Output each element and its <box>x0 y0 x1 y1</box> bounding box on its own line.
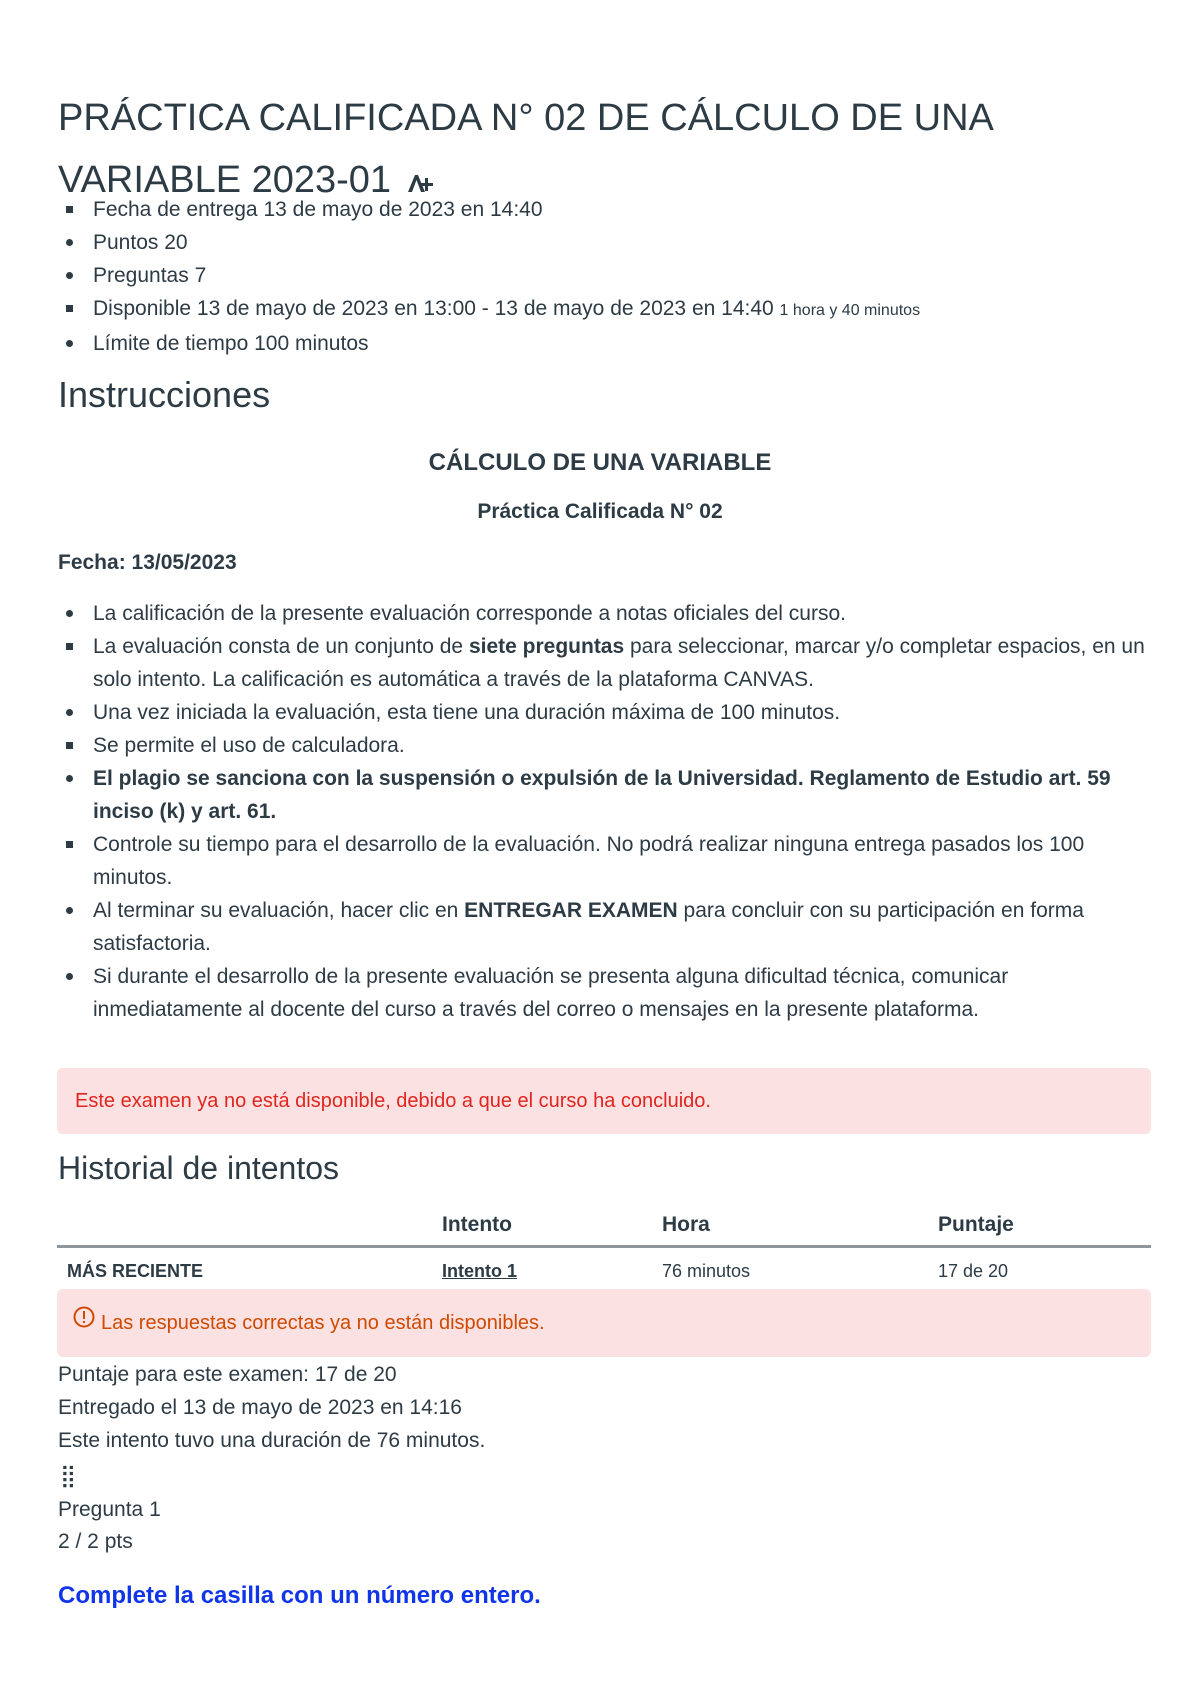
detail-questions: Preguntas 7 <box>60 259 1160 292</box>
instructions-heading: Instrucciones <box>58 374 271 415</box>
col-time: Hora <box>662 1205 938 1247</box>
col-score: Puntaje <box>938 1205 1151 1247</box>
drag-handle-icon[interactable]: ⣿ <box>60 1463 75 1488</box>
instruction-item: El plagio se sanciona con la suspensión o expulsión de la Universidad. Reglamento de Estudio art. 59 inciso (k) y art. 61. <box>60 762 1160 828</box>
answers-unavailable-alert <box>57 1289 1151 1357</box>
instruction-item: La calificación de la presente evaluación corresponde a notas oficiales del curso. <box>60 597 1160 630</box>
score-line: Puntaje para este examen: 17 de 20 <box>58 1363 397 1386</box>
table-row <box>57 1247 1151 1295</box>
course-title: CÁLCULO DE UNA VARIABLE <box>428 449 772 476</box>
instructions-list <box>60 597 1160 1026</box>
instruction-item: Controle su tiempo para el desarrollo de la evaluación. No podrá realizar ninguna entrega pasados los 100 minutos. <box>60 828 1160 894</box>
attempt-history-table <box>57 1205 1151 1294</box>
instruction-item: Se permite el uso de calculadora. <box>60 729 1160 762</box>
exam-date: Fecha: 13/05/2023 <box>58 551 237 574</box>
attempt-link[interactable]: Intento 1 <box>442 1260 517 1281</box>
question-label: Pregunta 1 <box>58 1498 161 1521</box>
submitted-line: Entregado el 13 de mayo de 2023 en 14:16 <box>58 1396 462 1419</box>
attempt-score: 17 de 20 <box>938 1260 1009 1281</box>
attempt-summary <box>58 1358 485 1457</box>
detail-available: Disponible 13 de mayo de 2023 en 13:00 - 13 de mayo de 2023 en 14:40 1 hora y 40 minutos <box>60 292 1160 327</box>
instruction-item: Una vez iniciada la evaluación, esta tiene una duración máxima de 100 minutos. <box>60 696 1160 729</box>
instruction-item: La evaluación consta de un conjunto de siete preguntas para seleccionar, marcar y/o completar espacios, en un solo intento. La calificación es automática a través de la plataforma CANVAS. <box>60 630 1160 696</box>
col-attempt: Intento <box>442 1205 662 1247</box>
attempt-time: 76 minutos <box>662 1260 751 1281</box>
detail-points: Puntos 20 <box>60 226 1160 259</box>
warning-icon <box>73 1288 95 1356</box>
detail-due-date: Fecha de entrega 13 de mayo de 2023 en 14:40 <box>60 193 1160 226</box>
question-text: Complete la casilla con un número entero. <box>58 1582 541 1609</box>
answers-unavailable-text: Las respuestas correctas ya no están disponibles. <box>101 1312 545 1334</box>
history-heading: Historial de intentos <box>58 1150 340 1186</box>
most-recent-label: MÁS RECIENTE <box>67 1260 204 1281</box>
unavailable-alert: Este examen ya no está disponible, debido a que el curso ha concluido. <box>57 1068 1151 1134</box>
question-header <box>58 1494 161 1558</box>
quiz-details-list <box>60 193 1160 360</box>
detail-time-limit: Límite de tiempo 100 minutos <box>60 327 1160 360</box>
instruction-item: Al terminar su evaluación, hacer clic en ENTREGAR EXAMEN para concluir con su participación en forma satisfactoria. <box>60 894 1160 960</box>
question-points: 2 / 2 pts <box>58 1530 133 1553</box>
instruction-item: Si durante el desarrollo de la presente evaluación se presenta alguna dificultad técnica, comunicar inmediatamente al docente del curso a través del correo o mensajes en la presente plataforma. <box>60 960 1160 1026</box>
duration-line: Este intento tuvo una duración de 76 minutos. <box>58 1429 486 1452</box>
available-duration: 1 hora y 40 minutos <box>779 302 921 319</box>
exam-subtitle: Práctica Calificada N° 02 <box>477 500 723 523</box>
col-label <box>57 1205 442 1247</box>
quiz-title: PRÁCTICA CALIFICADA N° 02 DE CÁLCULO DE UNA VARIABLE 2023-01 <box>58 97 992 202</box>
